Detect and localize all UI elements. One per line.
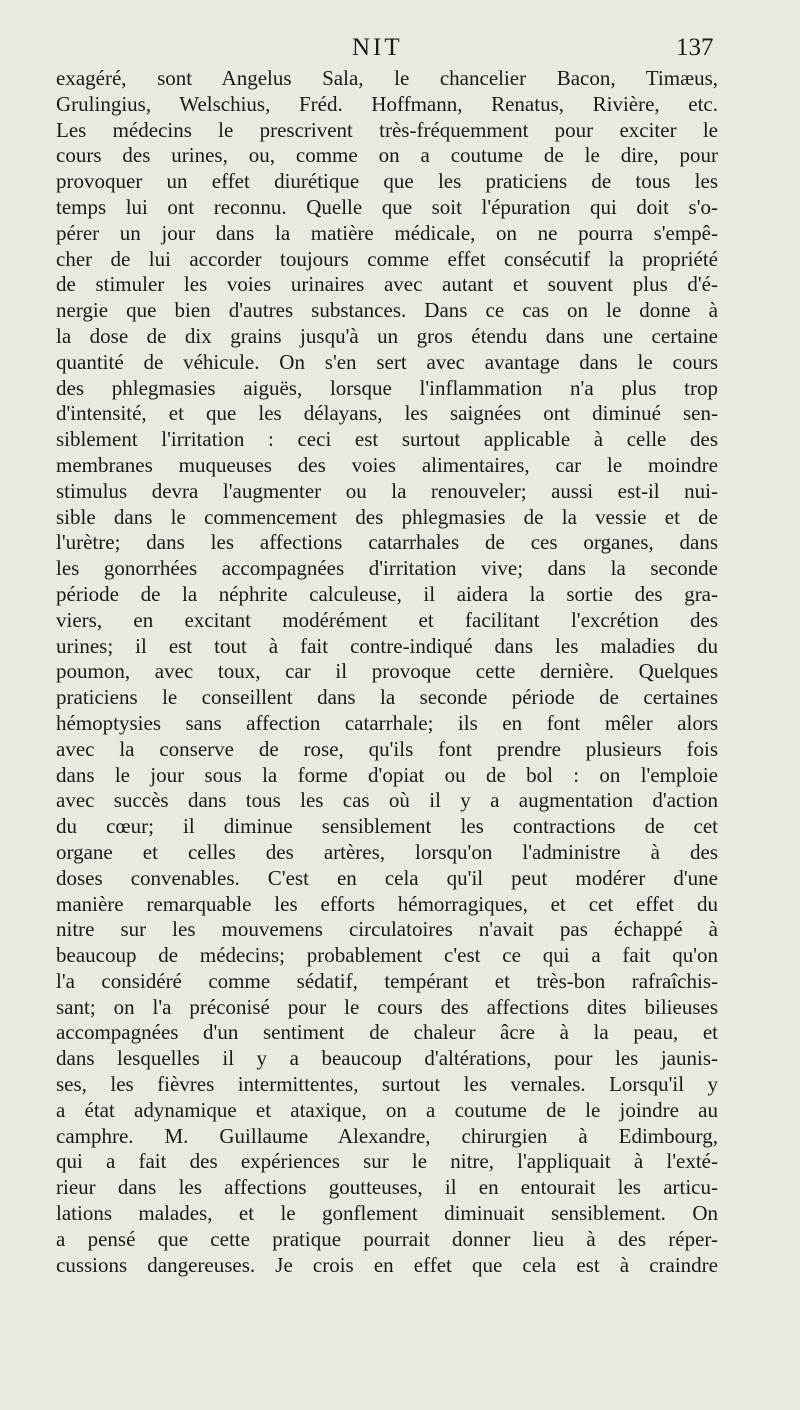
page-header xyxy=(0,34,800,64)
text-line: poumon, avec toux, car il provoque cette dernière. Quelques xyxy=(56,659,718,684)
text-line: a pensé que cette pratique pourrait donner lieu à des réper- xyxy=(56,1226,718,1251)
text-line: l'urètre; dans les affections catarrhales de ces organes, dans xyxy=(56,530,718,555)
text-line: doses convenables. C'est en cela qu'il peut modérer d'une xyxy=(56,865,718,890)
page-number: 137 xyxy=(676,34,714,61)
text-line: la dose de dix grains jusqu'à un gros étendu dans une certaine xyxy=(56,323,718,348)
text-line: des phlegmasies aiguës, lorsque l'inflammation n'a plus trop xyxy=(56,375,718,400)
text-line: provoquer un effet diurétique que les praticiens de tous les xyxy=(56,169,718,194)
text-line: accompagnées d'un sentiment de chaleur âcre à la peau, et xyxy=(56,1020,718,1045)
text-line: urines; il est tout à fait contre-indiqué dans les maladies du xyxy=(56,633,718,658)
body-text xyxy=(56,66,718,1278)
text-line: cher de lui accorder toujours comme effet consécutif la propriété xyxy=(56,246,718,271)
text-line: lations malades, et le gonflement diminuait sensiblement. On xyxy=(56,1201,718,1226)
text-line: a état adynamique et ataxique, on a coutume de le joindre au xyxy=(56,1097,718,1122)
text-line: cours des urines, ou, comme on a coutume de le dire, pour xyxy=(56,143,718,168)
text-line: les gonorrhées accompagnées d'irritation vive; dans la seconde xyxy=(56,556,718,581)
text-line: pérer un jour dans la matière médicale, on ne pourra s'empê- xyxy=(56,220,718,245)
text-line: siblement l'irritation : ceci est surtout applicable à celle des xyxy=(56,427,718,452)
text-line: membranes muqueuses des voies alimentaires, car le moindre xyxy=(56,452,718,477)
text-line: praticiens le conseillent dans la seconde période de certaines xyxy=(56,685,718,710)
text-line: cussions dangereuses. Je crois en effet que cela est à craindre xyxy=(56,1252,718,1277)
text-line: Les médecins le prescrivent très-fréquemment pour exciter le xyxy=(56,117,718,142)
text-line: du cœur; il diminue sensiblement les contractions de cet xyxy=(56,814,718,839)
text-line: nergie que bien d'autres substances. Dans ce cas on le donne à xyxy=(56,298,718,323)
text-line: temps lui ont reconnu. Quelle que soit l'épuration qui doit s'o- xyxy=(56,194,718,219)
text-line: beaucoup de médecins; probablement c'est ce qui a fait qu'on xyxy=(56,943,718,968)
text-line: quantité de véhicule. On s'en sert avec avantage dans le cours xyxy=(56,349,718,374)
text-line: viers, en excitant modérément et facilitant l'excrétion des xyxy=(56,607,718,632)
text-line: rieur dans les affections goutteuses, il en entourait les articu- xyxy=(56,1175,718,1200)
text-line: avec succès dans tous les cas où il y a augmentation d'action xyxy=(56,788,718,813)
text-line: ses, les fièvres intermittentes, surtout les vernales. Lorsqu'il y xyxy=(56,1072,718,1097)
text-line: dans le jour sous la forme d'opiat ou de bol : on l'emploie xyxy=(56,762,718,787)
text-line: Grulingius, Welschius, Fréd. Hoffmann, Renatus, Rivière, etc. xyxy=(56,91,718,116)
text-line: camphre. M. Guillaume Alexandre, chirurgien à Edimbourg, xyxy=(56,1123,718,1148)
text-line: organe et celles des artères, lorsqu'on l'administre à des xyxy=(56,839,718,864)
text-line: qui a fait des expériences sur le nitre, l'appliquait à l'exté- xyxy=(56,1149,718,1174)
text-line: nitre sur les mouvemens circulatoires n'avait pas échappé à xyxy=(56,917,718,942)
text-line: sible dans le commencement des phlegmasies de la vessie et de xyxy=(56,504,718,529)
running-head: NIT xyxy=(352,34,403,61)
text-line: hémoptysies sans affection catarrhale; ils en font mêler alors xyxy=(56,710,718,735)
text-line: stimulus devra l'augmenter ou la renouveler; aussi est-il nui- xyxy=(56,478,718,503)
text-line: dans lesquelles il y a beaucoup d'altérations, pour les jaunis- xyxy=(56,1046,718,1071)
text-line: manière remarquable les efforts hémorragiques, et cet effet du xyxy=(56,891,718,916)
text-line: d'intensité, et que les délayans, les saignées ont diminué sen- xyxy=(56,401,718,426)
text-line: période de la néphrite calculeuse, il aidera la sortie des gra- xyxy=(56,581,718,606)
text-line: sant; on l'a préconisé pour le cours des affections dites bilieuses xyxy=(56,994,718,1019)
text-line: exagéré, sont Angelus Sala, le chancelier Bacon, Timæus, xyxy=(56,66,718,90)
text-line: de stimuler les voies urinaires avec autant et souvent plus d'é- xyxy=(56,272,718,297)
text-line: avec la conserve de rose, qu'ils font prendre plusieurs fois xyxy=(56,736,718,761)
text-line: l'a considéré comme sédatif, tempérant et très-bon rafraîchis- xyxy=(56,968,718,993)
